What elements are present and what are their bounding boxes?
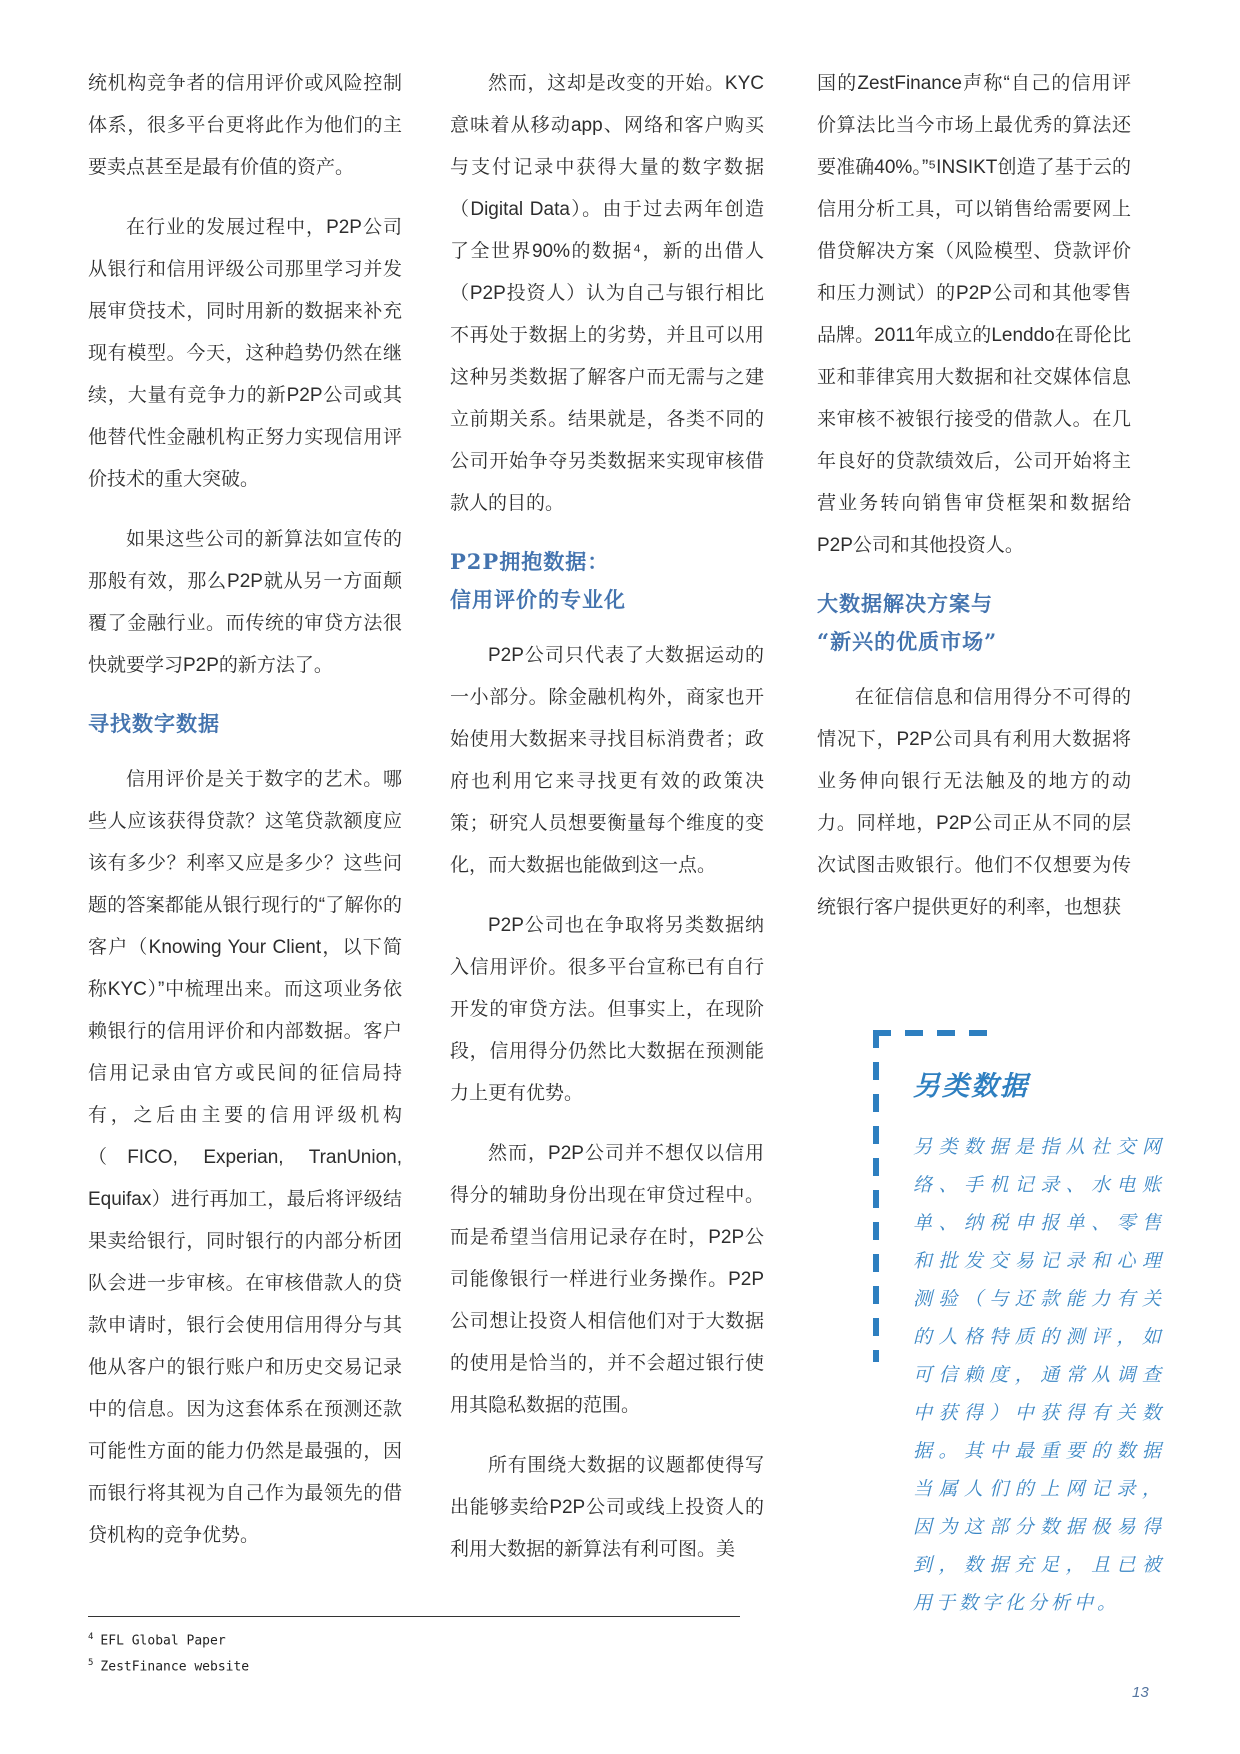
footnote-text: EFL Global Paper	[100, 1633, 226, 1649]
heading-line: P2P拥抱数据：	[450, 549, 610, 574]
heading-line: “新兴的优质市场”	[817, 629, 998, 654]
footnote	[88, 1626, 249, 1652]
footnote-marker: 5	[88, 1658, 94, 1669]
callout-body: 另类数据是指从社交网络、手机记录、水电账单、纳税申报单、零售和批发交易记录和心理测验（与还款能力有关的人格特质的测评，如可信赖度，通常从调查中获得）中获得有关数据。其中最重要的数据当属人们的上网记录，因为这部分数据极易得到，数据充足，且已被用于数字化分析中。	[913, 1137, 1165, 1614]
heading-line: 大数据解决方案与	[817, 591, 993, 616]
section-heading-finding-digital-data: 寻找数字数据	[88, 711, 220, 736]
paragraph: 然而，这却是改变的开始。KYC意味着从移动app、网络和客户购买与支付记录中获得大量的数字数据（Digital Data）。由于过去两年创造了全世界90%的数据⁴，新的出借人（P2P投资人）认为自己与银行相比不再处于数据上的劣势，并且可以用这种另类数据了解客户而无需与之建立前期关系。结果就是，各类不同的公司开始争夺另类数据来实现审核借款人的目的。	[450, 73, 764, 514]
alternative-data-callout-box	[873, 1030, 1173, 1623]
paragraph: 在征信信息和信用得分不可得的情况下，P2P公司具有利用大数据将业务伸向银行无法触及的地方的动力。同样地，P2P公司正从不同的层次试图击败银行。他们不仅想要为传统银行客户提供更好的利率，也想获	[817, 687, 1131, 918]
paragraph: 然而，P2P公司并不想仅以信用得分的辅助身份出现在审贷过程中。而是希望当信用记录存在时，P2P公司能像银行一样进行业务操作。P2P公司想让投资人相信他们对于大数据的使用是恰当的，并不会超过银行使用其隐私数据的范围。	[450, 1143, 764, 1416]
section-heading-big-data-solutions	[817, 585, 1131, 661]
paragraph: P2P公司只代表了大数据运动的一小部分。除金融机构外，商家也开始使用大数据来寻找目标消费者；政府也利用它来寻找更有效的政策决策；研究人员想要衡量每个维度的变化，而大数据也能做到这一点。	[450, 645, 764, 876]
paragraph: 信用评价是关于数字的艺术。哪些人应该获得贷款？这笔贷款额度应该有多少？利率又应是多少？这些问题的答案都能从银行现行的“了解你的客户（Knowing Your Client，以下简称KYC）”中梳理出来。而这项业务依赖银行的信用评价和内部数据。客户信用记录由官方或民间的征信局持有，之后由主要的信用评级机构（FICO, Experian, TranUnion, Equifax）进行再加工，最后将评级结果卖给银行，同时银行的内部分析团队会进一步审核。在审核借款人的贷款申请时，银行会使用信用得分与其他从客户的银行账户和历史交易记录中的信息。因为这套体系在预测还款可能性方面的能力仍然是最强的，因而银行将其视为自己作为最领先的借贷机构的竞争优势。	[88, 769, 402, 1546]
footnote	[88, 1652, 249, 1678]
section-heading-p2p-embraces-data	[450, 543, 764, 619]
paragraph: 国的ZestFinance声称“自己的信用评价算法比当今市场上最优秀的算法还要准确40%。”⁵INSIKT创造了基于云的信用分析工具，可以销售给需要网上借贷解决方案（风险模型、贷款评价和压力测试）的P2P公司和其他零售品牌。2011年成立的Lenddo在哥伦比亚和菲律宾用大数据和社交媒体信息来审核不被银行接受的借款人。在几年良好的贷款绩效后，公司开始将主营业务转向销售审贷框架和数据给P2P公司和其他投资人。	[817, 73, 1131, 556]
paragraph: 在行业的发展过程中，P2P公司从银行和信用评级公司那里学习并发展审贷技术，同时用新的数据来补充现有模型。今天，这种趋势仍然在继续，大量有竞争力的新P2P公司或其他替代性金融机构正努力实现信用评价技术的重大突破。	[88, 217, 402, 490]
text-column-2	[450, 63, 764, 1589]
paragraph: 所有围绕大数据的议题都使得写出能够卖给P2P公司或线上投资人的利用大数据的新算法有利可图。美	[450, 1455, 764, 1560]
footnote-marker: 4	[88, 1632, 94, 1642]
callout-title: 另类数据	[913, 1071, 1029, 1101]
footnote-divider	[88, 1616, 740, 1617]
callout-dashed-left-border	[873, 1030, 879, 1362]
paragraph: P2P公司也在争取将另类数据纳入信用评价。很多平台宣称已有自行开发的审贷方法。但事实上，在现阶段，信用得分仍然比大数据在预测能力上更有优势。	[450, 915, 764, 1104]
paragraph: 如果这些公司的新算法如宣传的那般有效，那么P2P就从另一方面颠覆了金融行业。而传统的审贷方法很快就要学习P2P的新方法了。	[88, 529, 402, 676]
paragraph: 统机构竞争者的信用评价或风险控制体系，很多平台更将此作为他们的主要卖点甚至是最有价值的资产。	[88, 73, 402, 178]
text-column-1	[88, 63, 402, 1575]
text-column-3	[817, 63, 1131, 947]
page-number: 13	[1132, 1684, 1149, 1701]
callout-dashed-top-border	[873, 1030, 989, 1036]
heading-line: 信用评价的专业化	[450, 587, 626, 612]
footnote-text: ZestFinance website	[100, 1659, 250, 1675]
footnotes	[88, 1626, 249, 1679]
